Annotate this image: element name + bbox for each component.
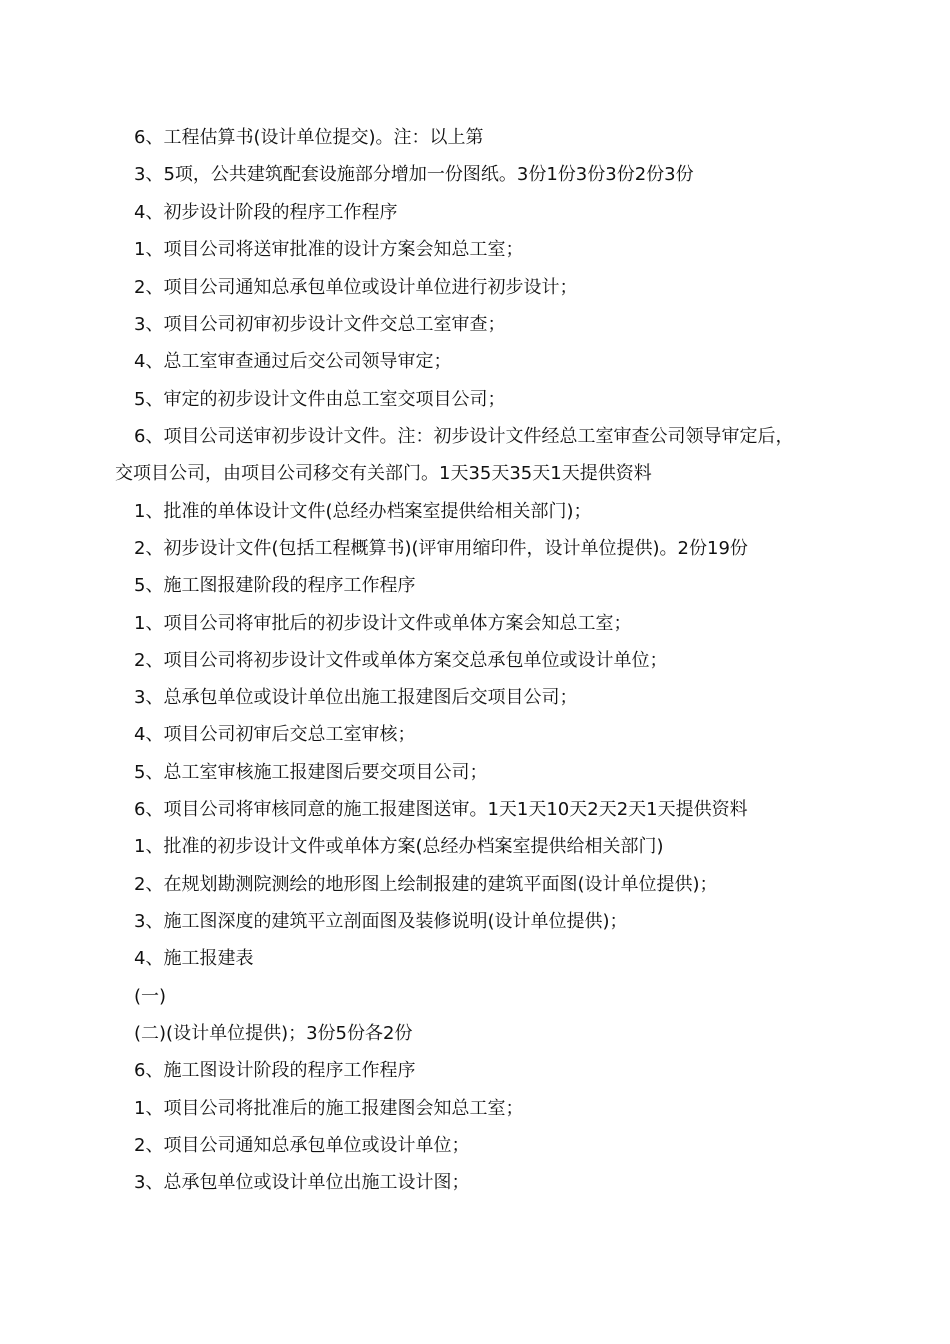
text-line: 1、批准的初步设计文件或单体方案(总经办档案室提供给相关部门) — [134, 836, 664, 857]
text-line: (二)(设计单位提供)；3份5份各2份 — [134, 1023, 413, 1044]
text-line: 1、项目公司将送审批准的设计方案会知总工室； — [134, 239, 524, 260]
text-line: 3、施工图深度的建筑平立剖面图及装修说明(设计单位提供)； — [134, 911, 628, 932]
text-line: 4、总工室审查通过后交公司领导审定； — [134, 351, 452, 372]
text-line: 3、总承包单位或设计单位出施工报建图后交项目公司； — [134, 687, 578, 708]
text-line: 2、项目公司将初步设计文件或单体方案交总承包单位或设计单位； — [134, 650, 668, 671]
text-line: 6、项目公司送审初步设计文件。注：初步设计文件经总工室审查公司领导审定后， — [134, 426, 794, 447]
text-line: 交项目公司，由项目公司移交有关部门。1天35天35天1天提供资料 — [115, 463, 652, 484]
text-line: 3、项目公司初审初步设计文件交总工室审查； — [134, 314, 506, 335]
text-line: 2、项目公司通知总承包单位或设计单位； — [134, 1135, 470, 1156]
text-line: 4、初步设计阶段的程序工作程序 — [134, 202, 398, 223]
text-line: 1、项目公司将批准后的施工报建图会知总工室； — [134, 1098, 524, 1119]
text-line: 4、施工报建表 — [134, 948, 254, 969]
text-line: 3、总承包单位或设计单位出施工设计图； — [134, 1172, 470, 1193]
text-line: 2、初步设计文件(包括工程概算书)(评审用缩印件，设计单位提供)。2份19份 — [134, 538, 748, 559]
text-line: 6、项目公司将审核同意的施工报建图送审。1天1天10天2天2天1天提供资料 — [134, 799, 748, 820]
text-line: (一) — [134, 986, 167, 1007]
text-line: 1、项目公司将审批后的初步设计文件或单体方案会知总工室； — [134, 613, 632, 634]
text-line: 6、工程估算书(设计单位提交)。注：以上第 — [134, 127, 484, 148]
text-line: 2、项目公司通知总承包单位或设计单位进行初步设计； — [134, 277, 578, 298]
text-line: 5、总工室审核施工报建图后要交项目公司； — [134, 762, 488, 783]
text-line: 4、项目公司初审后交总工室审核； — [134, 724, 416, 745]
text-line: 5、审定的初步设计文件由总工室交项目公司； — [134, 389, 506, 410]
text-line: 3、5项，公共建筑配套设施部分增加一份图纸。3份1份3份3份2份3份 — [134, 164, 694, 185]
text-line: 1、批准的单体设计文件(总经办档案室提供给相关部门)； — [134, 501, 592, 522]
text-line: 2、在规划勘测院测绘的地形图上绘制报建的建筑平面图(设计单位提供)； — [134, 874, 718, 895]
text-line: 6、施工图设计阶段的程序工作程序 — [134, 1060, 416, 1081]
text-line: 5、施工图报建阶段的程序工作程序 — [134, 575, 416, 596]
